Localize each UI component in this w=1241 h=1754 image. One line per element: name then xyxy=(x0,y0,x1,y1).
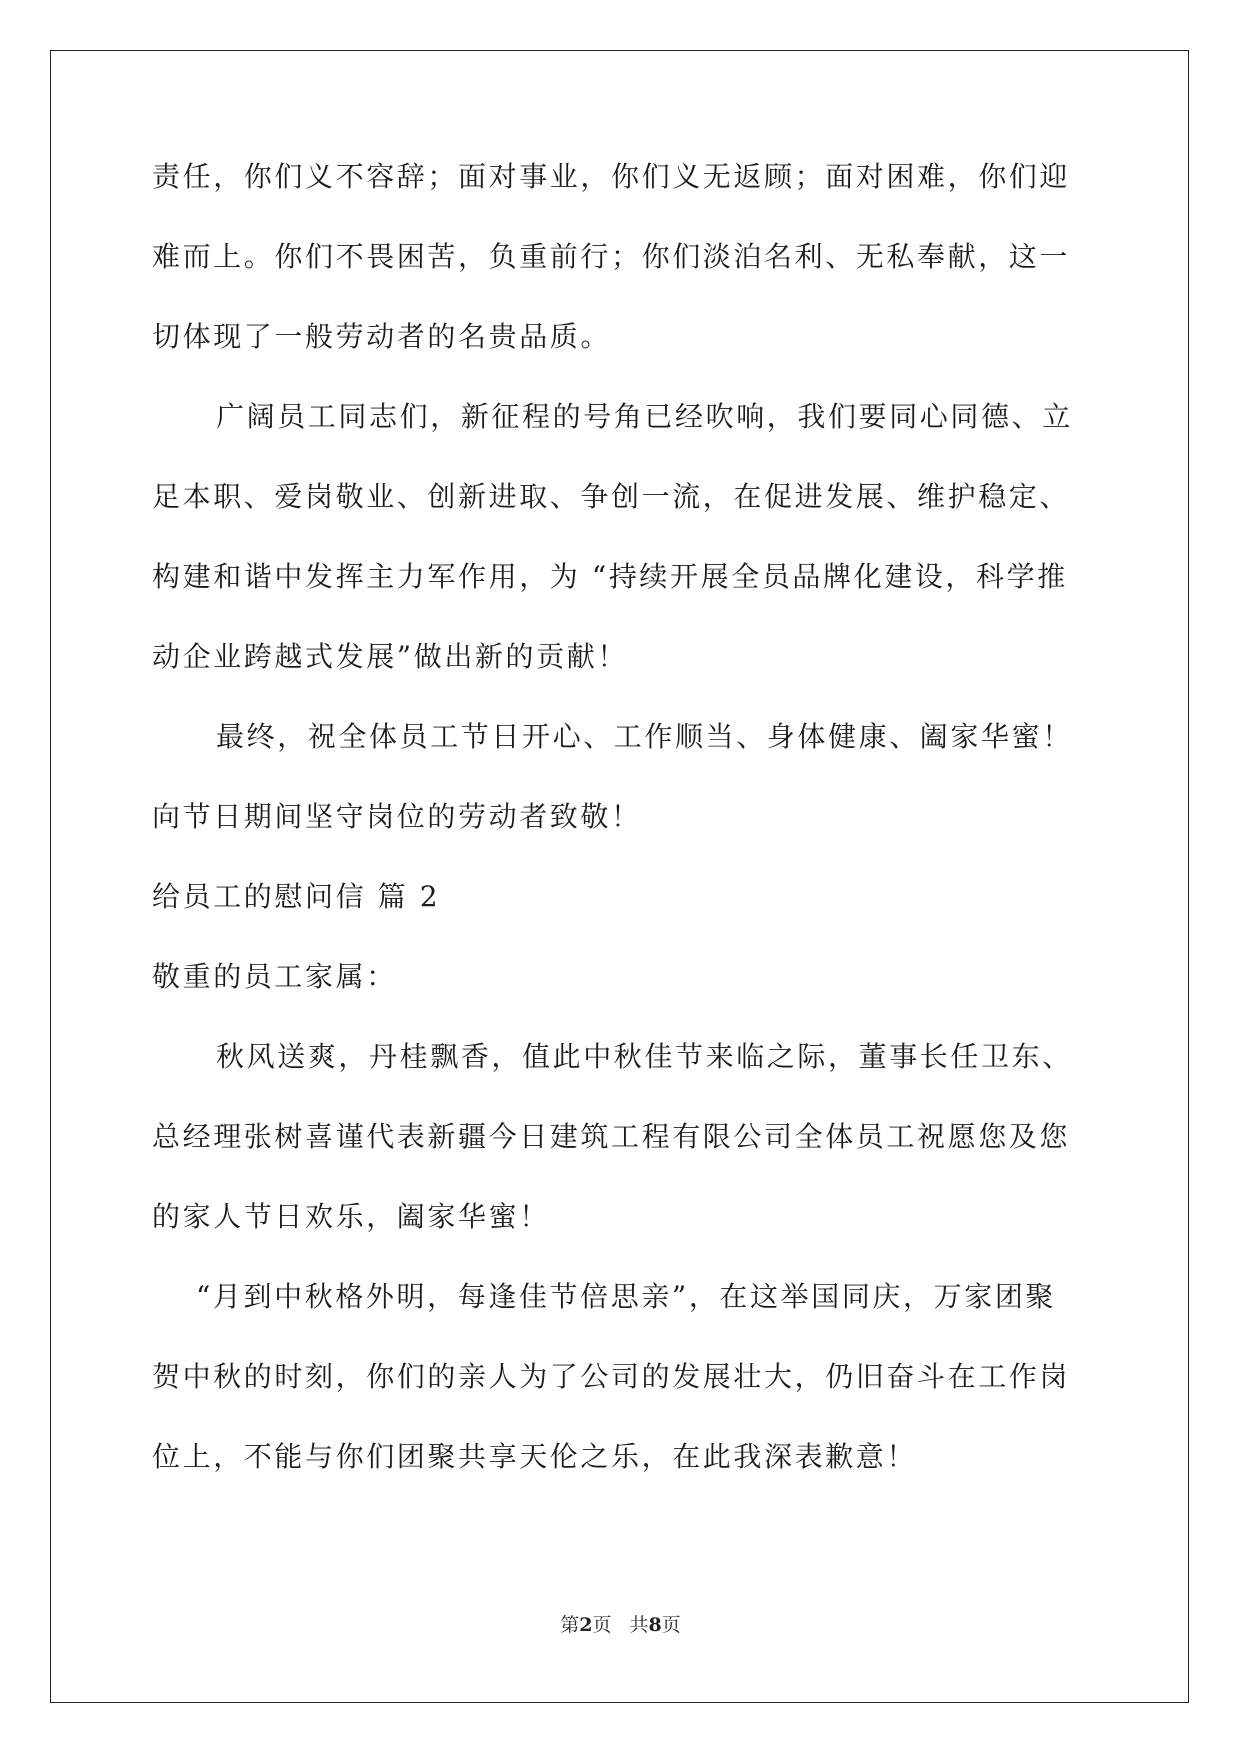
footer-total-suffix: 页 xyxy=(661,1614,681,1636)
footer-total-prefix: 共 xyxy=(629,1614,649,1636)
text-line: 足本职、爱岗敬业、创新进取、争创一流，在促进发展、维护稳定、 xyxy=(152,480,1071,513)
document-body xyxy=(152,160,1092,1520)
text-line: 最终，祝全体员工节日开心、工作顺当、身体健康、阖家华蜜！ xyxy=(216,720,1073,753)
text-line: “月到中秋格外明，每逢佳节倍思亲”，在这举国同庆，万家团聚 xyxy=(196,1280,1057,1313)
total-pages: 8 xyxy=(648,1614,662,1636)
text-line: 位上，不能与你们团聚共享天伦之乐，在此我深表歉意！ xyxy=(152,1440,918,1473)
text-line: 切体现了一般劳动者的名贵品质。 xyxy=(152,320,612,353)
section-heading: 给员工的慰问信 篇 2 xyxy=(152,880,441,913)
text-line: 向节日期间坚守岗位的劳动者致敬！ xyxy=(152,800,642,833)
salutation: 敬重的员工家属： xyxy=(152,960,397,993)
footer-prefix: 第 xyxy=(560,1614,580,1636)
footer-page-suffix: 页 xyxy=(592,1614,612,1636)
text-line: 总经理张树喜谨代表新疆今日建筑工程有限公司全体员工祝愿您及您 xyxy=(152,1120,1071,1153)
text-line: 难而上。你们不畏困苦，负重前行；你们淡泊名利、无私奉献，这一 xyxy=(152,240,1071,273)
text-line: 秋风送爽，丹桂飘香，值此中秋佳节来临之际，董事长任卫东、 xyxy=(216,1040,1073,1073)
text-line: 构建和谐中发挥主力军作用，为 “持续开展全员品牌化建设，科学推 xyxy=(152,560,1068,593)
page-footer xyxy=(0,1610,1241,1637)
text-line: 责任，你们义不容辞；面对事业，你们义无返顾；面对困难，你们迎 xyxy=(152,160,1071,193)
text-line: 广阔员工同志们，新征程的号角已经吹响，我们要同心同德、立 xyxy=(216,400,1073,433)
text-line: 动企业跨越式发展”做出新的贡献！ xyxy=(152,640,628,673)
page-number: 2 xyxy=(579,1614,593,1636)
text-line: 贺中秋的时刻，你们的亲人为了公司的发展壮大，仍旧奋斗在工作岗 xyxy=(152,1360,1071,1393)
text-line: 的家人节日欢乐，阖家华蜜！ xyxy=(152,1200,550,1233)
